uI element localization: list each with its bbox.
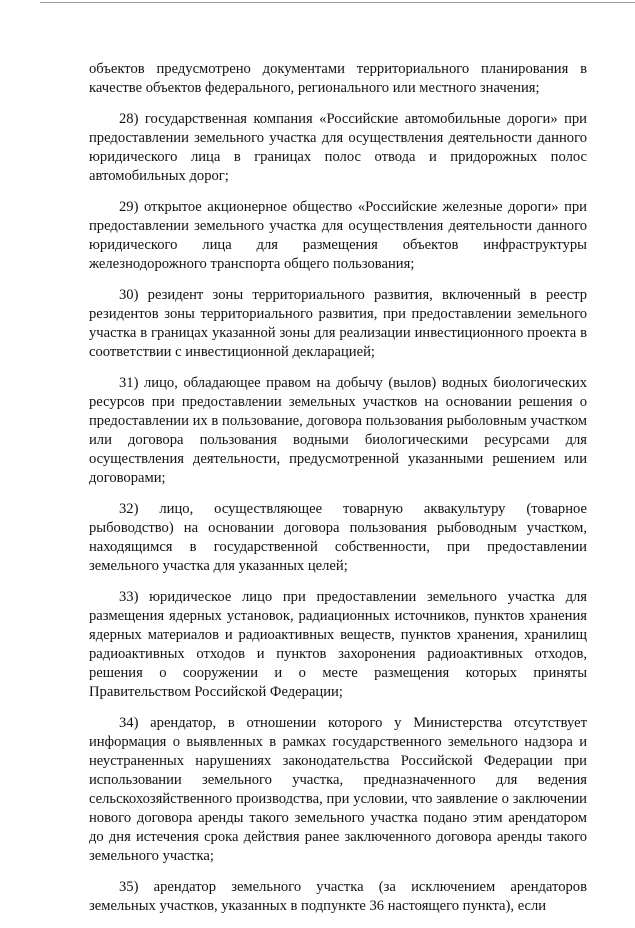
paragraph-item-29: 29) открытое акционерное общество «Российские железные дороги» при предоставлении земельного участка для осуществления деятельности данного юридического лица для размещения объектов инфраструктуры железнодорожного транспорта общего пользования; xyxy=(89,199,587,272)
paragraph-item-35: 35) арендатор земельного участка (за исключением арендаторов земельных участков, указанных в подпункте 36 настоящего пункта), если xyxy=(89,879,587,914)
paragraph-item-33: 33) юридическое лицо при предоставлении земельного участка для размещения ядерных установок, радиационных источников, пунктов хранения ядерных материалов и радиоактивных веществ, пунктов хранения, хранилищ радиоактивных отходов и пунктов захоронения радиоактивных отходов, решения о сооружении и о месте размещения которых приняты Правительством Российской Федерации; xyxy=(89,589,587,700)
paragraph-item-32: 32) лицо, осуществляющее товарную аквакультуру (товарное рыбоводство) на основании договора пользования рыбоводным участком, находящимся в государственной собственности, при предоставлении земельного участка для указанных целей; xyxy=(89,501,587,574)
paragraph-continuation: объектов предусмотрено документами территориального планирования в качестве объектов федерального, регионального или местного значения; xyxy=(89,61,587,96)
paragraph-item-34: 34) арендатор, в отношении которого у Министерства отсутствует информация о выявленных в рамках государственного земельного надзора и неустраненных нарушениях законодательства Российской Федерации при использовании земельного участка, предназначенного для ведения сельскохозяйственного производства, при условии, что заявление о заключении нового договора аренды такого земельного участка подано этим арендатором до дня истечения срока действия ранее заключенного договора аренды такого земельного участка; xyxy=(89,715,587,864)
paragraph-item-31: 31) лицо, обладающее правом на добычу (вылов) водных биологических ресурсов при предоставлении земельных участков на основании решения о предоставлении их в пользование, договора пользования рыболовным участком или договора пользования водными биологическими ресурсами для осуществления деятельности, предусмотренной указанными решением или договорами; xyxy=(89,375,587,486)
document-page xyxy=(89,60,587,928)
paragraph-item-30: 30) резидент зоны территориального развития, включенный в реестр резидентов зоны территориального развития, при предоставлении земельного участка в границах указанной зоны для реализации инвестиционного проекта в соответствии с инвестиционной декларацией; xyxy=(89,287,587,360)
paragraph-item-28: 28) государственная компания «Российские автомобильные дороги» при предоставлении земельного участка для осуществления деятельности данного юридического лица в границах полос отвода и придорожных полос автомобильных дорог; xyxy=(89,111,587,184)
top-border-line xyxy=(40,2,635,3)
